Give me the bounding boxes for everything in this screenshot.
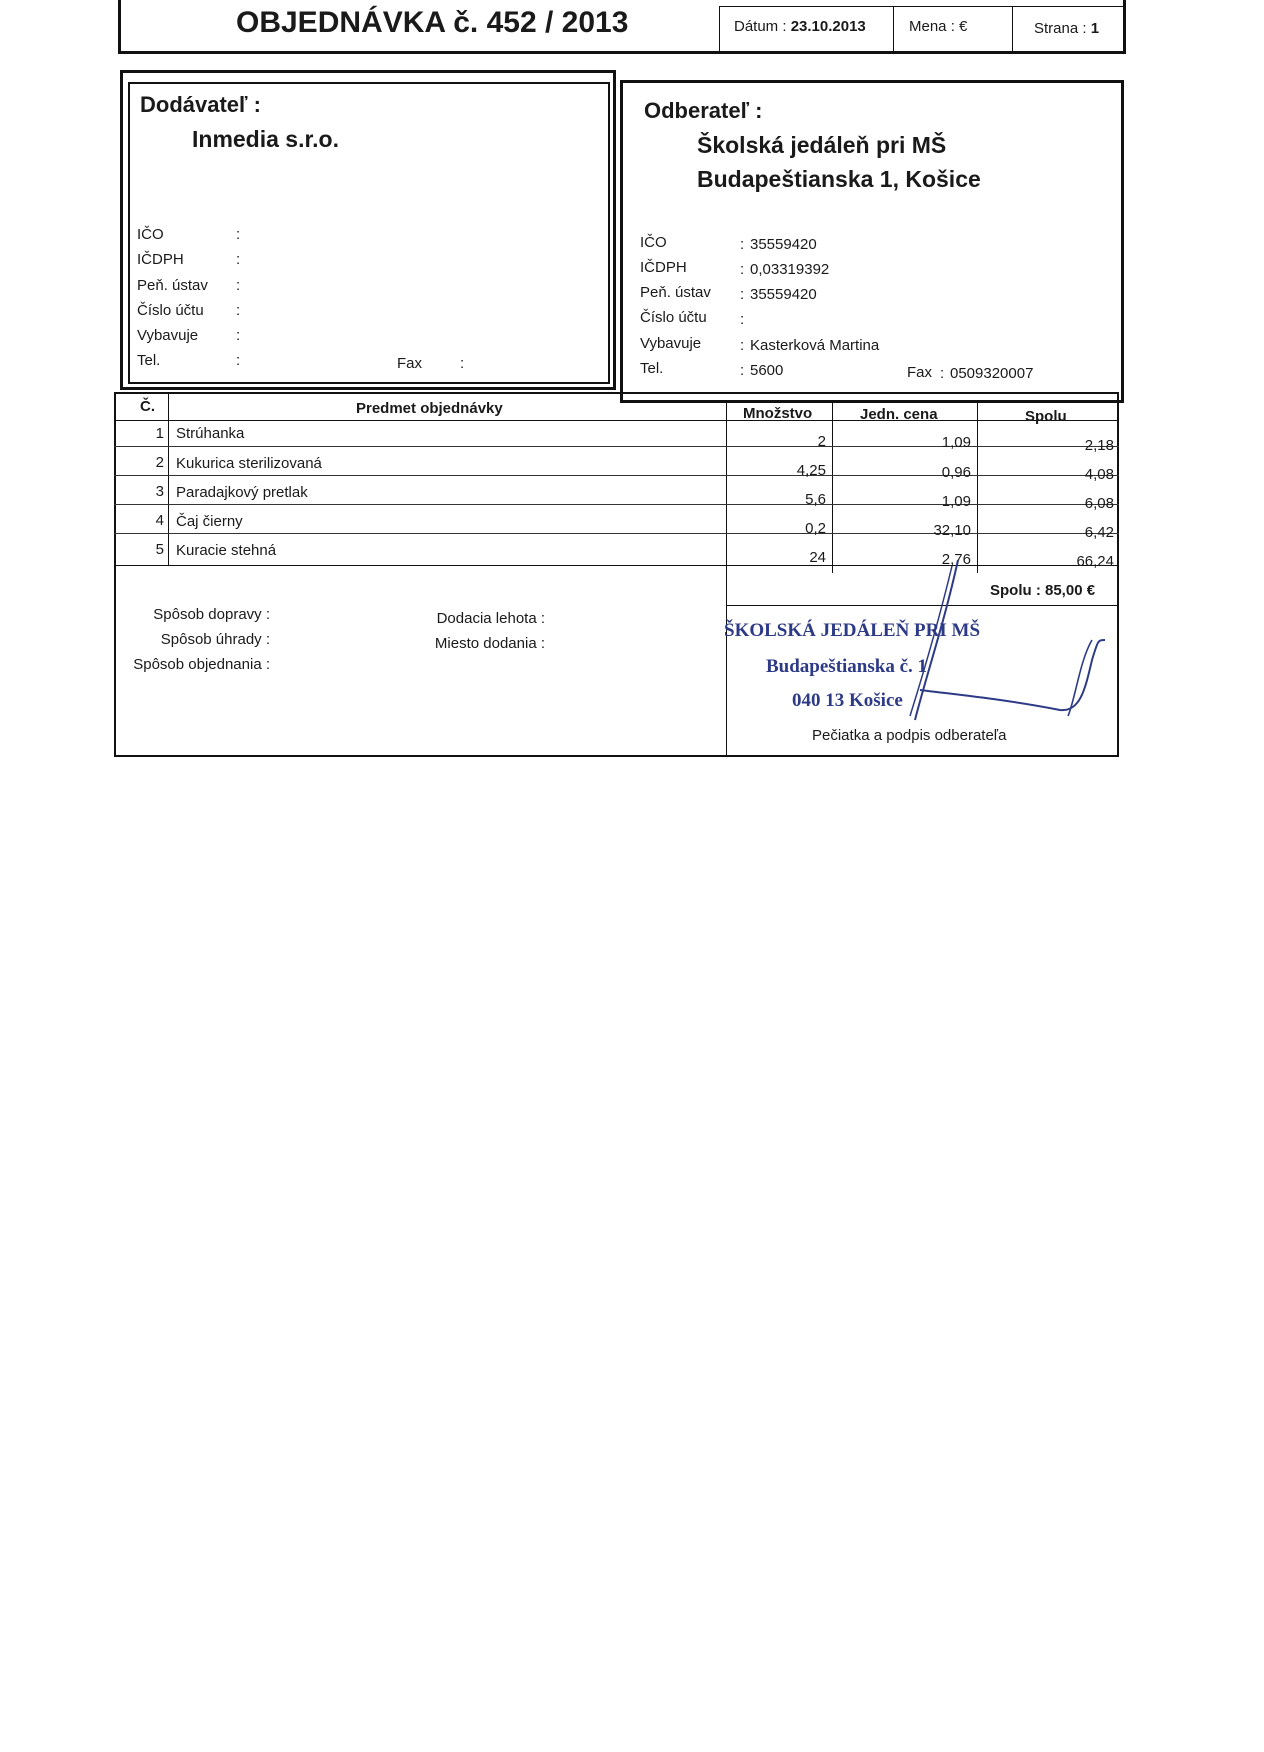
row-num: 2 <box>155 454 164 471</box>
row-num: 3 <box>155 483 164 500</box>
row-num: 5 <box>155 541 164 558</box>
header-divider <box>719 6 720 52</box>
customer-name: Školská jedáleň pri MŠ <box>697 132 947 158</box>
customer-box <box>620 80 1124 403</box>
stamp-line: Budapeštianska č. 1 <box>766 656 928 677</box>
row-qty: 0,2 <box>805 520 826 537</box>
table-divider <box>168 392 169 565</box>
customer-field-label: Číslo účtu <box>640 309 707 326</box>
row-item: Kukurica sterilizovaná <box>176 455 322 472</box>
customer-field-label: Tel. <box>640 360 664 377</box>
supplier-field-colon: : <box>236 327 241 344</box>
supplier-heading: Dodávateľ : <box>140 92 261 117</box>
signature-caption: Pečiatka a podpis odberateľa <box>812 727 1007 744</box>
customer-fax-colon: : <box>940 365 945 382</box>
row-total: 6,42 <box>1084 524 1114 541</box>
customer-field-colon: : <box>740 337 745 354</box>
document-title: OBJEDNÁVKA č. 452 / 2013 <box>236 6 629 39</box>
row-unit-price: 2,76 <box>941 551 971 568</box>
supplier-field-colon: : <box>236 251 241 268</box>
header-underline <box>114 420 1119 421</box>
grand-total-value: 85,00 € <box>1045 582 1096 599</box>
grand-total <box>990 582 1095 599</box>
page-label: Strana : <box>1034 20 1087 37</box>
row-unit-price: 1,09 <box>941 434 971 451</box>
supplier-field-label: IČDPH <box>137 251 184 268</box>
col-header-item: Predmet objednávky <box>356 400 503 417</box>
row-unit-price: 32,10 <box>933 522 971 539</box>
supplier-field-label: IČO <box>137 226 164 243</box>
customer-field-colon: : <box>740 236 745 253</box>
row-total: 66,24 <box>1076 553 1114 570</box>
customer-field-value: 5600 <box>750 362 784 379</box>
row-unit-price: 1,09 <box>941 493 971 510</box>
col-header-total: Spolu <box>1025 408 1067 425</box>
order-method-label: Spôsob objednania : <box>133 656 270 673</box>
delivery-place-label: Miesto dodania : <box>434 635 545 652</box>
currency-value: € <box>959 18 968 35</box>
customer-field-value: 0,03319392 <box>750 261 830 278</box>
row-item: Strúhanka <box>176 425 245 442</box>
customer-field-colon: : <box>740 311 745 328</box>
customer-field-label: IČDPH <box>640 259 687 276</box>
customer-field-label: Vybavuje <box>640 335 702 352</box>
supplier-field-colon: : <box>236 277 241 294</box>
customer-field-colon: : <box>740 286 745 303</box>
customer-fax-value: 0509320007 <box>950 365 1034 382</box>
supplier-field-label: Peň. ústav <box>137 277 208 294</box>
row-qty: 5,6 <box>805 491 826 508</box>
supplier-field-label: Vybavuje <box>137 327 199 344</box>
stamp-line: 040 13 Košice <box>792 690 903 711</box>
customer-field-label: Peň. ústav <box>640 284 711 301</box>
supplier-field-colon: : <box>236 352 241 369</box>
row-total: 6,08 <box>1084 495 1114 512</box>
row-qty: 4,25 <box>796 462 826 479</box>
currency-label: Mena : <box>909 18 955 35</box>
page-field <box>1034 20 1099 37</box>
row-qty: 24 <box>809 549 826 566</box>
customer-heading: Odberateľ : <box>644 98 763 123</box>
page-value: 1 <box>1090 20 1100 37</box>
row-qty: 2 <box>817 433 826 450</box>
date-field <box>734 18 866 35</box>
customer-field-colon: : <box>740 261 745 278</box>
row-num: 4 <box>155 512 164 529</box>
col-header-qty: Množstvo <box>743 405 813 422</box>
supplier-field-colon: : <box>236 302 241 319</box>
stamp-line: ŠKOLSKÁ JEDÁLEŇ PRI MŠ <box>724 620 981 641</box>
customer-field-colon: : <box>740 362 745 379</box>
header-divider <box>893 6 894 52</box>
supplier-field-label: Tel. <box>137 352 161 369</box>
supplier-fax-label: Fax <box>397 355 423 372</box>
date-value: 23.10.2013 <box>790 18 866 35</box>
col-header-num: Č. <box>140 398 155 415</box>
row-item: Paradajkový pretlak <box>176 484 308 501</box>
customer-address: Budapeštianska 1, Košice <box>697 166 981 192</box>
table-divider <box>977 400 978 573</box>
row-item: Kuracie stehná <box>176 542 277 559</box>
customer-field-label: IČO <box>640 234 667 251</box>
payment-label: Spôsob úhrady : <box>160 631 270 648</box>
table-divider <box>832 400 833 573</box>
currency-field <box>909 18 967 35</box>
col-header-unit-price: Jedn. cena <box>860 406 938 423</box>
row-num: 1 <box>155 425 164 442</box>
row-total: 2,18 <box>1084 437 1114 454</box>
customer-fax-label: Fax <box>907 364 933 381</box>
table-divider <box>726 400 727 757</box>
supplier-field-colon: : <box>236 226 241 243</box>
row-item: Čaj čierny <box>176 513 243 530</box>
grand-total-label: Spolu : <box>990 582 1041 599</box>
supplier-name: Inmedia s.r.o. <box>192 126 339 152</box>
row-unit-price: 0,96 <box>941 464 971 481</box>
header-inner-top <box>719 6 1124 7</box>
supplier-fax-colon: : <box>460 355 465 372</box>
customer-field-value: Kasterková Martina <box>750 337 880 354</box>
customer-field-value: 35559420 <box>750 236 817 253</box>
supplier-field-label: Číslo účtu <box>137 302 204 319</box>
row-total: 4,08 <box>1084 466 1114 483</box>
transport-label: Spôsob dopravy : <box>153 606 270 623</box>
date-label: Dátum : <box>734 18 787 35</box>
header-divider <box>1012 6 1013 52</box>
customer-field-value: 35559420 <box>750 286 817 303</box>
total-bottom-line <box>726 605 1119 606</box>
delivery-time-label: Dodacia lehota : <box>436 610 545 627</box>
